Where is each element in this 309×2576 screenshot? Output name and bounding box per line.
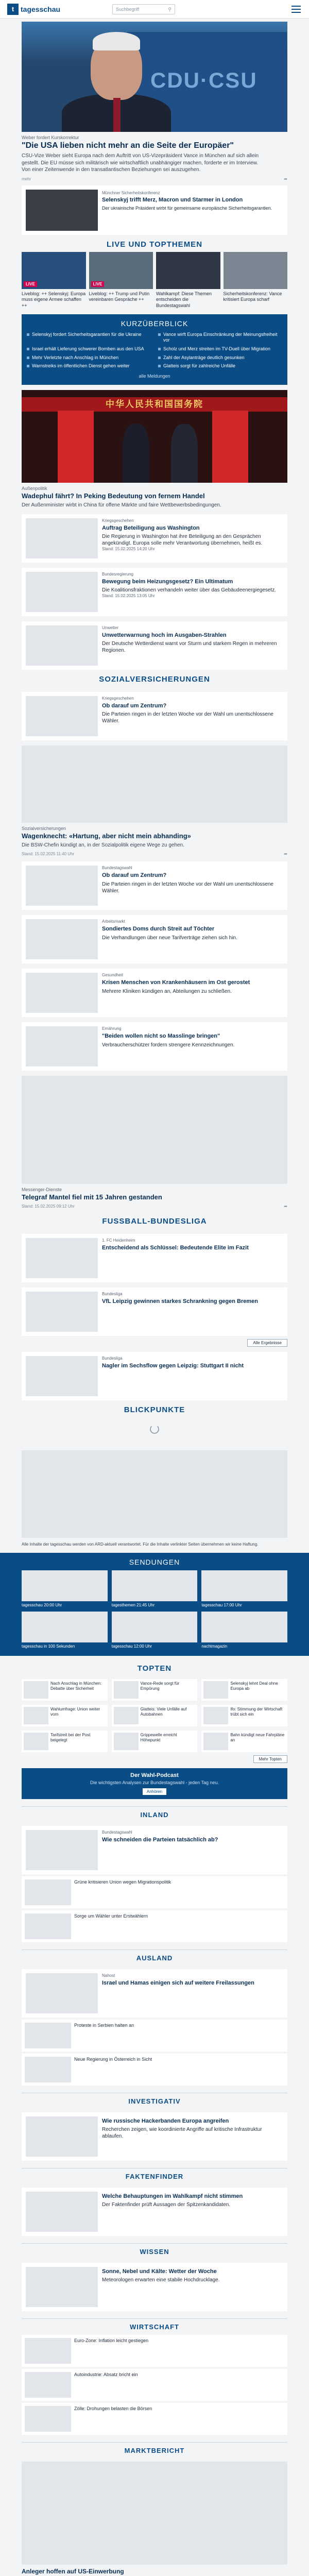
search-icon[interactable]: ⚲ [168, 6, 171, 12]
wagen-teaser: Die BSW-Chefin kündigt an, in der Sozialpolitik eigene Wege zu gehen. [22, 842, 184, 848]
sendung-item[interactable] [112, 1612, 198, 1649]
card-image [26, 696, 98, 736]
list-image [25, 1913, 71, 1939]
sendung-label: tagesschau 17:00 Uhr [201, 1602, 242, 1607]
kurz-more-link[interactable]: alle Meldungen [139, 374, 170, 379]
card-title[interactable]: Auftrag Beteiligung aus Washington [102, 524, 200, 531]
podcast-title: Der Wahl-Podcast [130, 1772, 179, 1778]
news-card[interactable] [22, 1234, 287, 1282]
card-text: Meteorologen erwarten eine stabile Hochdrucklage. [102, 2277, 220, 2283]
hamburger-icon [291, 6, 301, 7]
sendung-label: tagesschau 12:00 Uhr [111, 1643, 152, 1649]
news-card[interactable] [22, 2263, 287, 2311]
podcast-button[interactable]: Anhören [143, 1788, 166, 1795]
card-kicker: Gesundheit [102, 973, 123, 977]
list-item[interactable] [22, 2020, 287, 2052]
card-image [26, 625, 98, 666]
topten-text: Vance-Rede sorgt für Empörung [140, 1681, 180, 1691]
telegram-date: Stand: 15.02.2025 09:12 Uhr [22, 1204, 75, 1209]
flag-right [212, 411, 248, 483]
list-image [25, 2406, 71, 2432]
card-title[interactable]: Wie russische Hackerbanden Europa angreifen [102, 2117, 229, 2124]
news-card[interactable] [22, 2188, 287, 2236]
card-kicker: Unwetter [102, 625, 119, 630]
kurz-item[interactable]: Scholz und Merz streiten im TV-Duell über Migration [158, 346, 282, 352]
list-item[interactable] [22, 2369, 287, 2401]
card-image [26, 1973, 98, 2013]
kurz-item[interactable]: Mehr Verletzte nach Anschlag in München [27, 355, 151, 361]
sendung-image [112, 1612, 198, 1642]
share-icon[interactable]: ➦ [284, 176, 287, 181]
card-image [26, 1356, 98, 1396]
hero-person-hair [93, 32, 140, 50]
second-headline[interactable]: Selenskyj trifft Merz, Macron und Starmer in London [102, 196, 243, 203]
podcast-box [22, 1768, 287, 1799]
topten-image [24, 1707, 48, 1724]
topten-text: Ifo: Stimmung der Wirtschaft trübt sich ein [230, 1706, 283, 1717]
china-kicker: Außenpolitik [22, 486, 47, 491]
topten-text: Bahn kündigt neue Fahrpläne an [230, 1732, 285, 1742]
news-card[interactable] [22, 1969, 287, 2018]
kurz-item[interactable]: Glatteis sorgt für zahlreiche Unfälle [158, 363, 282, 369]
faktenfinder-title: FAKTENFINDER [22, 2168, 287, 2182]
card-text: Der Faktenfinder prüft Aussagen der Spitzenkandidaten. [102, 2202, 231, 2208]
sendung-label: tagesschau in 100 Sekunden [22, 1643, 75, 1649]
list-text: Euro-Zone: Inflation leicht gestiegen [74, 2337, 149, 2343]
markt-title: MARKTBERICHT [22, 2442, 287, 2456]
sendung-label: tagesschau 20:00 Uhr [22, 1602, 62, 1607]
sendung-item[interactable] [22, 1612, 108, 1649]
main-content [0, 19, 309, 1548]
topten-image [203, 1733, 228, 1750]
topten-item[interactable] [22, 1679, 108, 1701]
logo-mark: t [7, 4, 19, 15]
second-teaser-text: Der ukrainische Präsident wirbt für gemeinsame europäische Sicherheitsgarantien. [102, 205, 272, 211]
sendung-image [201, 1612, 287, 1642]
list-image [25, 1879, 71, 1905]
live-badge: LIVE [24, 281, 37, 287]
topten-image [114, 1733, 139, 1750]
inland-title: INLAND [22, 1806, 287, 1821]
live-item[interactable] [89, 252, 153, 309]
blick-title: BLICKPUNKTE [124, 1405, 185, 1414]
card-image [26, 919, 98, 959]
topten-image [203, 1681, 228, 1699]
card-kicker: Bundesliga [102, 1356, 123, 1361]
list-text: Sorge um Wähler unter Erstwählern [74, 1913, 148, 1919]
card-text: Die Parteien ringen in der letzten Woche vor der Wahl um unentschlossene Wähler. [102, 881, 273, 894]
list-text: Neue Regierung in Österreich in Sicht [74, 2056, 152, 2062]
card-image [26, 866, 98, 906]
card-kicker: Nahost [102, 1973, 115, 1978]
loading-spinner-icon [150, 1425, 159, 1434]
second-teaser[interactable] [22, 185, 287, 235]
card-image [26, 1238, 98, 1278]
topten-image [24, 1733, 48, 1750]
card-image [26, 1292, 98, 1332]
fussball-title: FUSSBALL-BUNDESLIGA [102, 1217, 207, 1226]
wissen-title: WISSEN [22, 2243, 287, 2258]
card-image [26, 2192, 98, 2232]
topten-text: Tarifstreit bei der Post beigelegt [50, 1732, 91, 1742]
card-text: Recherchen zeigen, wie koordinierte Angriffe auf kritische Infrastruktur ablaufen. [102, 2127, 262, 2140]
list-item[interactable] [22, 2335, 287, 2367]
topten-item[interactable] [201, 1679, 287, 1701]
second-kicker: Münchner Sicherheitskonferenz [102, 190, 160, 195]
card-title[interactable]: Unwetterwarnung hoch im Ausgaben-Strahlen [102, 632, 227, 638]
sendungen-title: SENDUNGEN [129, 1557, 180, 1566]
markt-headline[interactable]: Anleger hoffen auf US-Einwerbung [22, 2567, 124, 2575]
topten-item[interactable] [201, 1731, 287, 1752]
lead-image[interactable] [22, 22, 287, 132]
card-kicker: Bundestagswahl [102, 1829, 132, 1835]
person-left [123, 424, 149, 483]
card-kicker: Ernährung [102, 1026, 122, 1031]
wagenknecht-image[interactable] [22, 745, 287, 823]
card-text: Die Koalitionsfraktionen verhandeln weiter über das Gebäudeenergiegesetz. [102, 587, 276, 594]
list-item[interactable] [22, 2403, 287, 2435]
fussball-bar [22, 1339, 287, 1347]
lower-content [0, 1656, 309, 2576]
card-kicker: Kriegsgeschehen [102, 696, 134, 701]
card-text: Der Deutsche Wetterdienst warnt vor Sturm und starkem Regen in mehreren Regionen. [102, 641, 277, 654]
card-kicker: Bundesliga [102, 1292, 123, 1296]
site-header [0, 0, 309, 19]
list-image [25, 2338, 71, 2364]
news-card[interactable] [22, 861, 287, 910]
search-input[interactable] [112, 4, 175, 14]
blickpunkte-content[interactable] [22, 1450, 287, 1538]
sendung-label: tagesthemen 21:45 Uhr [111, 1602, 155, 1607]
live-badge: LIVE [91, 281, 105, 287]
live-section-title: LIVE UND TOPTHEMEN [106, 240, 203, 249]
card-meta: Stand: 15.02.2025 13:05 Uhr [102, 594, 155, 599]
card-image [26, 518, 98, 558]
card-text: Die Parteien ringen in der letzten Woche vor der Wahl um unentschlossene Wähler. [102, 711, 273, 724]
topten-text: Selenskyj lehnt Deal ohne Europa ab [230, 1681, 278, 1691]
live-item-text: Liveblog: ++ Selenskyj: Europa muss eigene Armee schaffen ++ [22, 291, 86, 308]
card-kicker: 1. FC Heidenheim [102, 1238, 135, 1243]
card-image [26, 973, 98, 1013]
hamburger-line [291, 9, 301, 10]
live-item-text: Liveblog: ++ Trump und Putin vereinbaren Gespräche ++ [89, 291, 150, 302]
kurz-item[interactable]: Selenskyj fordert Sicherheitsgarantien für die Ukraine [27, 332, 151, 344]
podcast-text: Die wichtigsten Analysen zur Bundestagswahl - jeden Tag neu. [90, 1780, 219, 1785]
blickpunkte-loader [22, 1417, 287, 1445]
news-card[interactable] [22, 1826, 287, 1874]
topten-text: Nach Anschlag in München: Debatte über Sicherheit [50, 1681, 102, 1691]
card-text: Verbraucherschützer fordern strengere Kennzeichnungen. [102, 1042, 235, 1048]
share-icon[interactable]: ➦ [284, 1204, 287, 1209]
news-card[interactable] [22, 915, 287, 963]
lead-more-link[interactable]: mehr [22, 176, 31, 181]
topten-item[interactable] [22, 1731, 108, 1752]
card-title[interactable]: "Beiden wollen nicht so Masslinge bringen" [102, 1033, 220, 1040]
hero-backdrop-text: CDU·CSU [150, 68, 258, 92]
card-image [26, 2267, 98, 2307]
hero-person-tie [113, 98, 121, 132]
live-item-image [224, 252, 288, 289]
news-card[interactable] [22, 692, 287, 740]
card-text: Die Verhandlungen über neue Tarifverträge ziehen sich hin. [102, 935, 237, 941]
card-title[interactable]: Wie schneiden die Parteien tatsächlich ab? [102, 1837, 218, 1843]
flag-left [58, 411, 94, 483]
search-placeholder: Suchbegriff [116, 7, 140, 12]
topten-item[interactable] [112, 1679, 198, 1701]
news-card[interactable] [22, 969, 287, 1017]
sendung-item[interactable] [201, 1570, 287, 1607]
news-card[interactable] [22, 2112, 287, 2161]
kurz-item[interactable]: Israel erhält Lieferung schwerer Bomben aus den USA [27, 346, 151, 352]
sendung-item[interactable] [22, 1570, 108, 1607]
hamburger-line [291, 12, 301, 13]
china-banner-text: 中华人民共和国国务院 [22, 397, 287, 412]
lead-meta [22, 177, 287, 181]
card-meta: Stand: 15.02.2025 14:20 Uhr [102, 547, 155, 552]
topten-image [114, 1707, 139, 1724]
list-item[interactable] [22, 1910, 287, 1942]
topten-image [203, 1707, 228, 1724]
sendung-image [112, 1570, 198, 1601]
sendung-item[interactable] [201, 1612, 287, 1649]
list-image [25, 2023, 71, 2048]
kurzueberblick-box [22, 314, 287, 385]
card-kicker: Bundestagswahl [102, 866, 132, 870]
card-image [26, 2116, 98, 2157]
china-headline[interactable]: Wadephul fährt? In Peking Bedeutung von fernem Handel [22, 492, 205, 500]
card-title[interactable]: Entscheidend als Schlüssel: Bedeutende Elite im Fazit [102, 1245, 249, 1251]
telegram-kicker: Messenger-Dienste [22, 1187, 62, 1192]
news-card[interactable] [22, 1287, 287, 1336]
list-text: Zölle: Drohungen belasten die Börsen [74, 2405, 152, 2411]
live-item-text: Wahlkampf: Diese Themen entscheiden die Bundestagswahl [156, 291, 212, 308]
list-item[interactable] [22, 2054, 287, 2086]
kurz-item[interactable]: Zahl der Asylanträge deutlich gesunken [158, 355, 282, 361]
news-card[interactable] [22, 1352, 287, 1400]
live-item-image [156, 252, 220, 289]
list-text: Proteste in Serbien halten an [74, 2022, 134, 2028]
topten-item[interactable] [201, 1705, 287, 1726]
topten-item[interactable] [112, 1705, 198, 1726]
kurz-item[interactable]: Vance wirft Europa Einschränkung der Meinungsfreiheit vor [158, 332, 282, 344]
card-title[interactable]: Ob darauf um Zentrum? [102, 702, 167, 709]
lead-teaser: CSU-Vize Weber sieht Europa nach dem Auftritt von US-Vizepräsident Vance in München auf sich allein gestellt. Die EU müsse sich militärisch wie wirtschaftlich unabhängiger machen, forderte er im Interview. Von einer Zeitenwende in den transatlantischen Beziehungen sei auszugehen. [22, 153, 259, 173]
card-title[interactable]: Bewegung beim Heizungsgesetz? Ein Ultimatum [102, 578, 233, 585]
card-kicker: Bundesregierung [102, 571, 133, 577]
telegram-image[interactable] [22, 1076, 287, 1184]
card-image [26, 1830, 98, 1870]
china-teaser: Der Außenminister wirbt in China für offene Märkte und faire Wettbewerbsbedingungen. [22, 502, 221, 508]
card-title[interactable]: Sondiertes Doms durch Streit auf Töchter [102, 926, 215, 933]
lead-kicker: Weber fordert Kurskorrektur [22, 135, 79, 140]
second-teaser-image [26, 190, 98, 231]
card-title[interactable]: Sonne, Nebel und Kälte: Wetter der Woche [102, 2268, 217, 2275]
live-section [22, 252, 287, 309]
list-text: Autoindustrie: Absatz bricht ein [74, 2371, 138, 2377]
card-title[interactable]: VfL Leipzig gewinnen starkes Schrankning gegen Bremen [102, 1298, 258, 1305]
topten-image [24, 1681, 48, 1699]
live-item[interactable] [156, 252, 220, 309]
sozial-title: SOZIALVERSICHERUNGEN [99, 674, 210, 684]
live-item[interactable] [22, 252, 86, 309]
news-card[interactable] [22, 568, 287, 616]
list-image [25, 2372, 71, 2398]
lead-headline[interactable]: "Die USA lieben nicht mehr an die Seite der Europäer" [22, 141, 234, 150]
person-right [171, 424, 198, 483]
telegram-headline[interactable]: Telegraf Mantel fiel mit 15 Jahren gestanden [22, 1193, 162, 1201]
fussball-results-button[interactable]: Alle Ergebnisse [247, 1339, 287, 1347]
topten-bar [22, 1755, 287, 1763]
card-title[interactable]: Nagler im Sechsflow gegen Leipzig: Stuttgart II nicht [102, 1363, 244, 1369]
sendung-image [22, 1570, 108, 1601]
card-title[interactable]: Welche Behauptungen im Wahlkampf nicht stimmen [102, 2193, 243, 2199]
china-image[interactable] [22, 390, 287, 483]
investigativ-title: INVESTIGATIV [22, 2093, 287, 2107]
live-item-text: Sicherheitskonferenz: Vance kritisiert Europa scharf [223, 291, 282, 302]
kurz-item[interactable]: Warnstreiks im öffentlichen Dienst gehen weiter [27, 363, 151, 369]
news-card[interactable] [22, 1022, 287, 1071]
kurz-title: KURZÜBERBLICK [121, 319, 188, 328]
legal-note: Alle Inhalte der tagesschau werden von ARD-aktuell verantwortet. Für die Inhalte verlinkter Seiten übernehmen wir keine Haftung. [22, 1542, 259, 1547]
card-kicker: Arbeitsmarkt [102, 919, 125, 924]
sendung-image [201, 1570, 287, 1601]
topten-item[interactable] [22, 1705, 108, 1726]
topten-text: Wahlumfrage: Union weiter vorn [50, 1706, 100, 1717]
ausland-title: AUSLAND [22, 1950, 287, 1964]
markt-image[interactable] [22, 2462, 287, 2565]
topten-text: Glatteis: Viele Unfälle auf Autobahnen [140, 1706, 187, 1717]
live-item-image [89, 252, 153, 289]
card-text: Die Regierung in Washington hat ihre Beteiligung an den Gesprächen angekündigt. Europa solle mehr Verantwortung übernehmen, heißt es. [102, 534, 263, 547]
sendung-label: nachtmagazin [201, 1643, 228, 1649]
card-title[interactable]: Krisen Menschen von Krankenhäusern im Ost gerostet [102, 979, 250, 986]
card-title[interactable]: Ob darauf um Zentrum? [102, 872, 167, 879]
topten-item[interactable] [112, 1731, 198, 1752]
live-item[interactable] [224, 252, 288, 309]
list-text: Grüne kritisieren Union wegen Migrationspolitik [74, 1879, 171, 1885]
topten-more-button[interactable]: Mehr Topten [253, 1755, 287, 1763]
topten-text: Grippewelle erreicht Höhepunkt [140, 1732, 177, 1742]
wirtschaft-title: WIRTSCHAFT [22, 2318, 287, 2333]
news-card[interactable] [22, 514, 287, 563]
list-item[interactable] [22, 1876, 287, 1908]
site-logo[interactable] [7, 4, 60, 15]
card-kicker: Kriegsgeschehen [102, 518, 134, 523]
share-icon[interactable]: ➦ [284, 852, 287, 856]
wagen-headline[interactable]: Wagenknecht: «Hartung, aber nicht mein abhanding» [22, 832, 191, 840]
telegram-meta [22, 1204, 287, 1209]
sendung-item[interactable] [112, 1570, 198, 1607]
wagen-kicker: Sozialversicherungen [22, 825, 66, 831]
card-image [26, 572, 98, 612]
live-item-image [22, 252, 86, 289]
sendungen-section [0, 1553, 309, 1656]
sendung-image [22, 1612, 108, 1642]
menu-button[interactable] [290, 4, 302, 14]
card-title[interactable]: Israel und Hamas einigen sich auf weitere Freilassungen [102, 1980, 254, 1987]
list-image [25, 2057, 71, 2082]
wagen-meta [22, 852, 287, 856]
card-text: Mehrere Kliniken kündigen an, Abteilungen zu schließen. [102, 988, 232, 994]
topten-title: TOPTEN [137, 1664, 172, 1673]
wagen-date: Stand: 15.02.2025 11:40 Uhr [22, 852, 75, 856]
logo-text: tagesschau [21, 5, 61, 13]
card-image [26, 1026, 98, 1066]
news-card[interactable] [22, 621, 287, 670]
topten-image [114, 1681, 139, 1699]
